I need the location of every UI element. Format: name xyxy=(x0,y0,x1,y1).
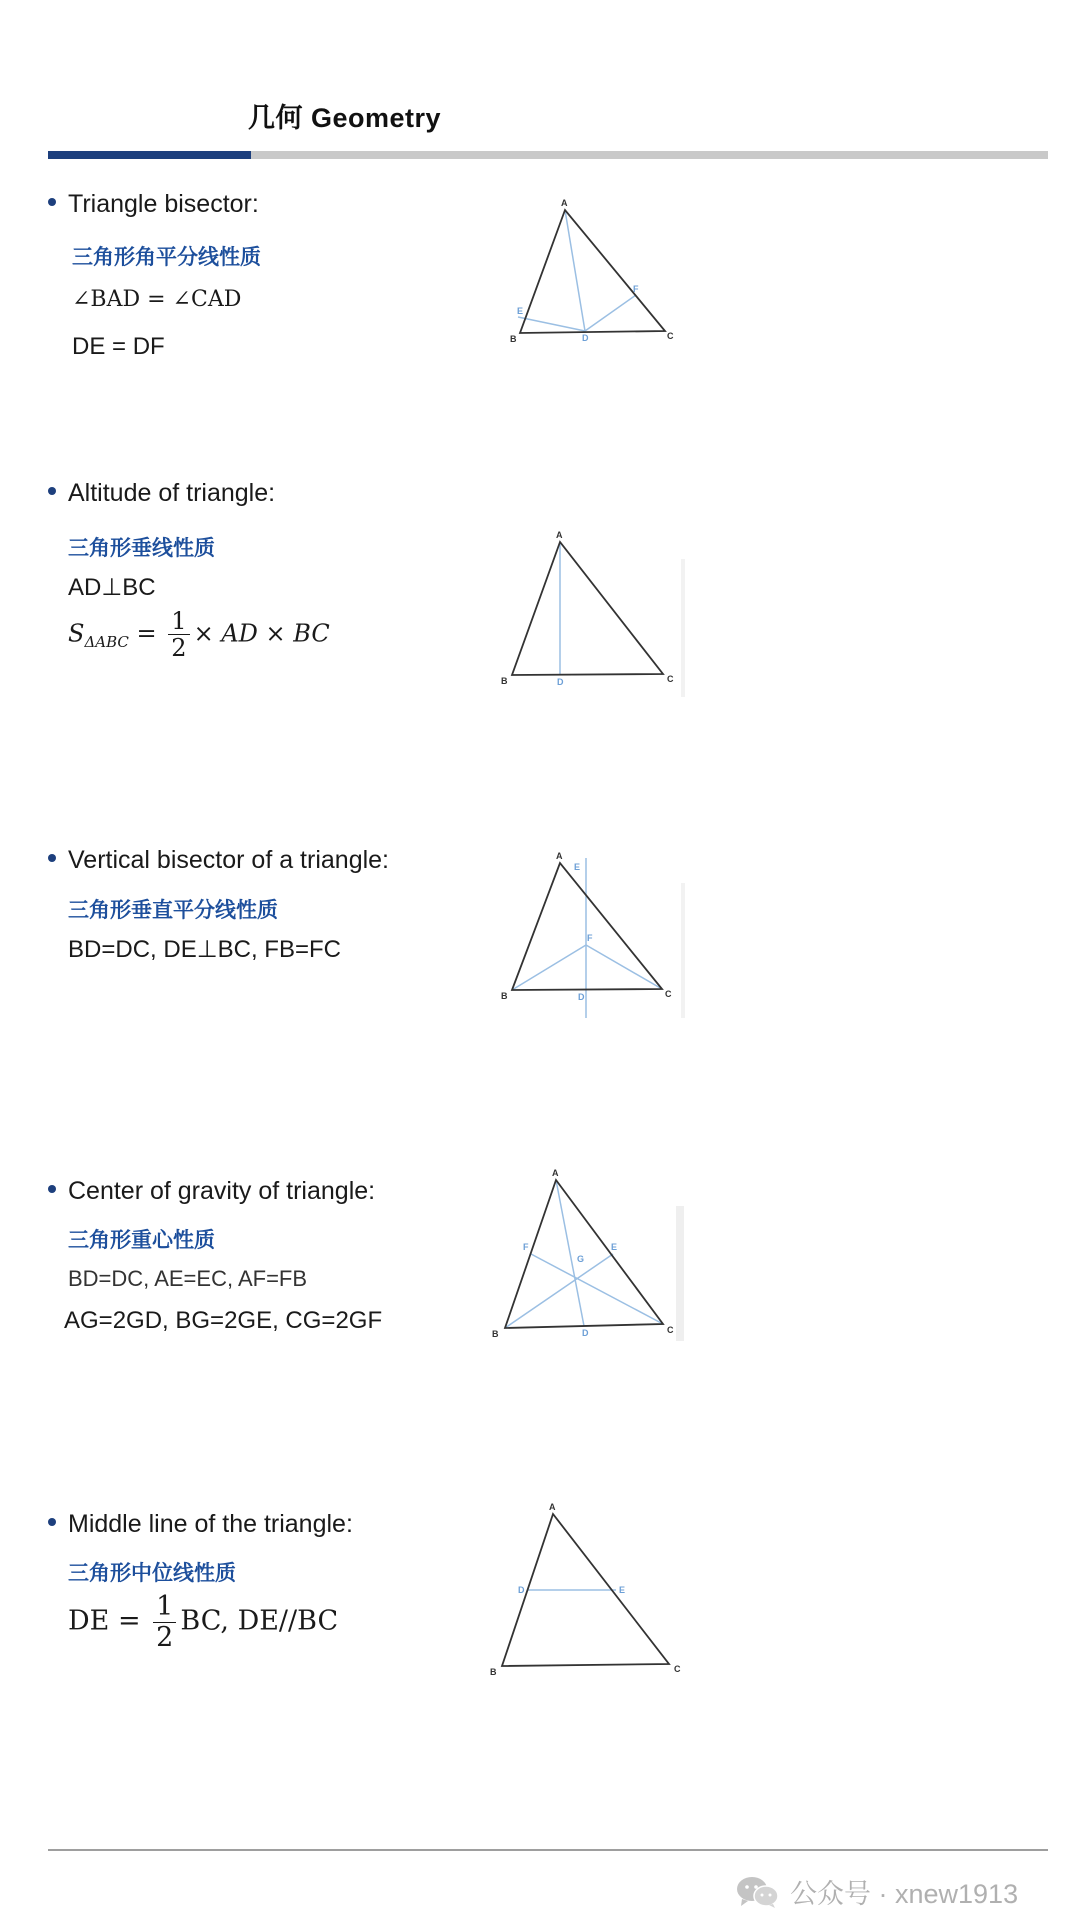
section-heading-vertical-bisector: Vertical bisector of a triangle: xyxy=(48,846,389,875)
page-title: 几何 Geometry xyxy=(248,103,442,133)
vertex-label-a: A xyxy=(549,1502,556,1512)
vertex-label-a: A xyxy=(552,1168,559,1178)
centroid-figure xyxy=(488,1168,688,1343)
section-heading-bisector: Triangle bisector: xyxy=(48,190,259,219)
wechat-icon xyxy=(736,1875,780,1909)
point-label-e: E xyxy=(517,306,524,316)
vertex-label-b: B xyxy=(492,1329,499,1339)
point-label-e: E xyxy=(611,1242,618,1252)
centroid-ratios: AG=2GD, BG=2GE, CG=2GF xyxy=(64,1307,383,1334)
point-label-d: D xyxy=(518,1585,525,1595)
altitude-figure xyxy=(495,527,690,697)
altitude-perpendicular: AD⊥BC xyxy=(68,574,156,601)
bullet-icon xyxy=(48,854,56,862)
vertex-label-c: C xyxy=(667,674,674,684)
section-heading-centroid: Center of gravity of triangle: xyxy=(48,1177,375,1206)
vertex-label-a: A xyxy=(561,198,568,208)
bullet-icon xyxy=(48,487,56,495)
vertex-label-a: A xyxy=(556,530,563,540)
altitude-area-formula: $S_{\Delta ABC}$ = $\frac{1}{2}$ × AD × BC xyxy=(68,607,330,663)
section-subtitle-vertical-bisector: 三角形垂直平分线性质 xyxy=(68,899,278,922)
point-label-g: G xyxy=(577,1254,585,1264)
point-label-f: F xyxy=(587,933,593,943)
vertical-bisector-equations: BD=DC, DE⊥BC, FB=FC xyxy=(68,936,341,963)
vertex-label-b: B xyxy=(490,1667,497,1677)
section-subtitle-bisector: 三角形角平分线性质 xyxy=(72,246,261,269)
point-label-d: D xyxy=(582,1328,589,1338)
vertex-label-c: C xyxy=(667,331,674,341)
midline-formula: DE = $\frac{1}{2}$ BC, DE//BC xyxy=(68,1591,339,1653)
vertex-label-c: C xyxy=(667,1325,674,1335)
section-heading-altitude: Altitude of triangle: xyxy=(48,479,275,508)
midline-figure xyxy=(482,1497,687,1682)
section-subtitle-midline: 三角形中位线性质 xyxy=(68,1562,236,1585)
section-subtitle-altitude: 三角形垂线性质 xyxy=(68,537,215,560)
bisector-figure xyxy=(500,195,685,345)
vertex-label-b: B xyxy=(510,334,517,344)
point-label-f: F xyxy=(633,284,639,294)
point-label-e: E xyxy=(574,862,581,872)
title-underline xyxy=(48,151,1048,159)
vertex-label-b: B xyxy=(501,991,508,1001)
title-underline-accent xyxy=(48,151,251,159)
section-subtitle-centroid: 三角形重心性质 xyxy=(68,1229,215,1252)
bullet-icon xyxy=(48,1518,56,1526)
footer-watermark xyxy=(736,1872,1018,1911)
section-heading-midline: Middle line of the triangle: xyxy=(48,1510,353,1539)
vertical-bisector-figure xyxy=(495,848,690,1023)
vertex-label-a: A xyxy=(556,851,563,861)
bisector-angle-equation: ∠BAD = ∠CAD xyxy=(72,287,242,312)
bullet-icon xyxy=(48,1185,56,1193)
point-label-d: D xyxy=(557,677,564,687)
point-label-d: D xyxy=(582,333,589,343)
point-label-f: F xyxy=(523,1242,529,1252)
vertex-label-c: C xyxy=(665,989,672,999)
point-label-d: D xyxy=(578,992,585,1002)
centroid-midpoints: BD=DC, AE=EC, AF=FB xyxy=(68,1266,308,1291)
bullet-icon xyxy=(48,198,56,206)
footer-account-text: 公众号 · xnew1913 xyxy=(790,1879,1019,1909)
footer-divider xyxy=(48,1849,1048,1851)
vertex-label-c: C xyxy=(674,1664,681,1674)
vertex-label-b: B xyxy=(501,676,508,686)
point-label-e: E xyxy=(619,1585,626,1595)
bisector-distance-equation: DE = DF xyxy=(72,333,165,360)
